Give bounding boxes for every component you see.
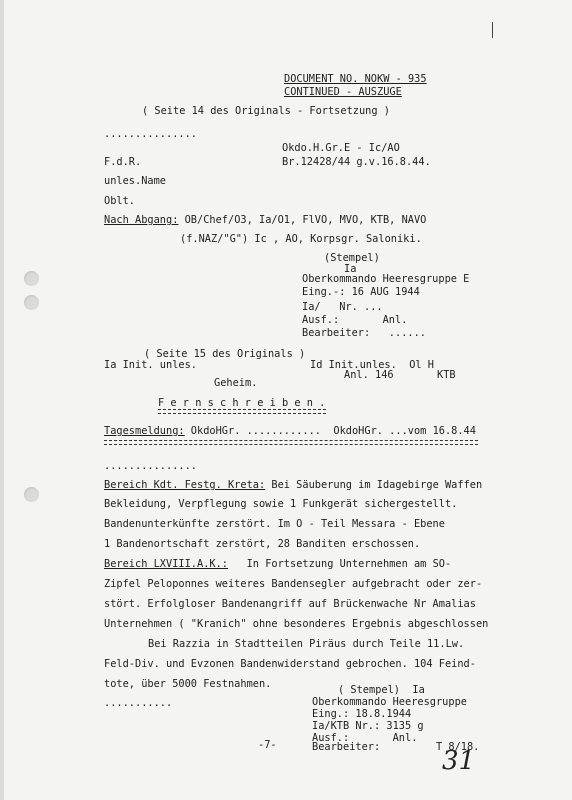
- stamp2-bearbeiter: Bearbeiter: T 8/18.: [312, 741, 480, 753]
- daily-report-line: [104, 426, 476, 436]
- report-corps-line-4: Unternehmen ( "Kranich" ohne besonderes Ergebnis abgeschlossen: [104, 618, 489, 630]
- punch-hole-top: [24, 271, 39, 286]
- distribution-text: OB/Chef/O3, Ia/O1, FlVO, MVO, KTB, NAVO: [178, 214, 427, 226]
- omission-dots: ...............: [104, 128, 197, 140]
- stamp1-eingang: Eing.-: 16 AUG 1944: [302, 286, 420, 298]
- report-piraeus-line-1: Bei Razzia in Stadtteilen Piräus durch Teile 11.Lw.: [148, 638, 465, 650]
- continued-label: CONTINUED - AUSZUGE: [284, 86, 402, 98]
- stamp1-ia-nr: Ia/ Nr. ...: [302, 301, 383, 313]
- br-reference: Br.12428/44 g.v.16.8.44.: [282, 156, 431, 168]
- report-corps-line-1: Bereich LXVIII.A.K.: In Fortsetzung Unternehmen am SO-: [104, 558, 452, 570]
- annex-number: Anl. 146 KTB: [344, 369, 456, 381]
- page-number: -7-: [258, 739, 277, 751]
- omission-dots-3: ...........: [104, 697, 173, 709]
- okdo-reference: Okdo.H.Gr.E - Ic/AO: [282, 142, 400, 154]
- signer-rank: Oblt.: [104, 195, 135, 207]
- stamp1-ia: Ia: [344, 263, 357, 275]
- distribution-line: [104, 215, 426, 225]
- ia-initials: Ia Init. unles.: [104, 359, 197, 371]
- report-piraeus-line-2: Feld-Div. und Evzonen Bandenwiderstand gebrochen. 104 Feind-: [104, 658, 476, 670]
- punch-hole-bottom: [24, 487, 39, 502]
- report-crete-line-3: Bandenunterkünfte zerstört. Im O - Teil Messara - Ebene: [104, 518, 445, 530]
- corps-area-label: Bereich LXVIII.A.K.:: [104, 558, 228, 570]
- stamp1-bearbeiter: Bearbeiter: ......: [302, 327, 426, 339]
- stamp2-eingang: Eing.: 18.8.1944: [312, 708, 412, 720]
- page-reference-15: ( Seite 15 des Originals ): [144, 348, 306, 360]
- fdr-label: F.d.R.: [104, 156, 142, 168]
- fernschreiben-heading: F e r n s c h r e i b e n .: [158, 397, 326, 409]
- report-corps-line-3: stört. Erfolgloser Bandenangriff auf Brückenwache Nr Amalias: [104, 598, 476, 610]
- report-corps-line-2: Zipfel Peloponnes weiteres Bandensegler aufgebracht oder zer-: [104, 578, 483, 590]
- punch-hole-middle: [24, 295, 39, 310]
- handwritten-folio-number: 31: [442, 746, 476, 776]
- omission-dots-2: ...............: [104, 460, 197, 472]
- stamp2-org: Oberkommando Heeresgruppe: [312, 696, 467, 708]
- stamp1-ausf: Ausf.: Anl.: [302, 314, 408, 326]
- stamp2-ktb-number: Ia/KTB Nr.: 3135 g: [312, 720, 424, 732]
- stamp2-ausf: Ausf.: Anl.: [312, 732, 418, 744]
- signer-name: unles.Name: [104, 175, 166, 187]
- page-reference-14: ( Seite 14 des Originals - Fortsetzung ): [142, 105, 390, 117]
- distribution-text-2: (f.NAZ/"G") Ic , AO, Korpsgr. Saloniki.: [180, 233, 422, 245]
- page-edge: [0, 0, 4, 800]
- separator-rule: [104, 440, 478, 445]
- daily-report-text: OkdoHGr. ............ OkdoHGr. ...vom 16.8.44: [184, 425, 476, 437]
- stamp1-org: Oberkommando Heeresgruppe E: [302, 273, 470, 285]
- report-crete-line-4: 1 Bandenortschaft zerstört, 28 Banditen erschossen.: [104, 538, 421, 550]
- heading-underline: [158, 409, 326, 414]
- classification: Geheim.: [214, 377, 258, 389]
- daily-report-label: Tagesmeldung:: [104, 425, 185, 437]
- id-initials: Id Init.unles. Ol H: [310, 359, 434, 371]
- report-crete-line-1: Bereich Kdt. Festg. Kreta: Bei Säuberung im Idagebirge Waffen: [104, 479, 483, 491]
- stamp1-stempel: (Stempel): [324, 252, 380, 264]
- corner-mark: [492, 22, 493, 38]
- document-number: DOCUMENT NO. NOKW - 935: [284, 73, 427, 85]
- report-crete-line-2: Bekleidung, Verpflegung sowie 1 Funkgerät sichergestellt.: [104, 498, 458, 510]
- report-piraeus-line-3: tote, über 5000 Festnahmen.: [104, 678, 272, 690]
- stamp2-stempel: ( Stempel) Ia: [338, 684, 425, 696]
- crete-area-label: Bereich Kdt. Festg. Kreta:: [104, 479, 266, 491]
- distribution-label: Nach Abgang:: [104, 214, 179, 226]
